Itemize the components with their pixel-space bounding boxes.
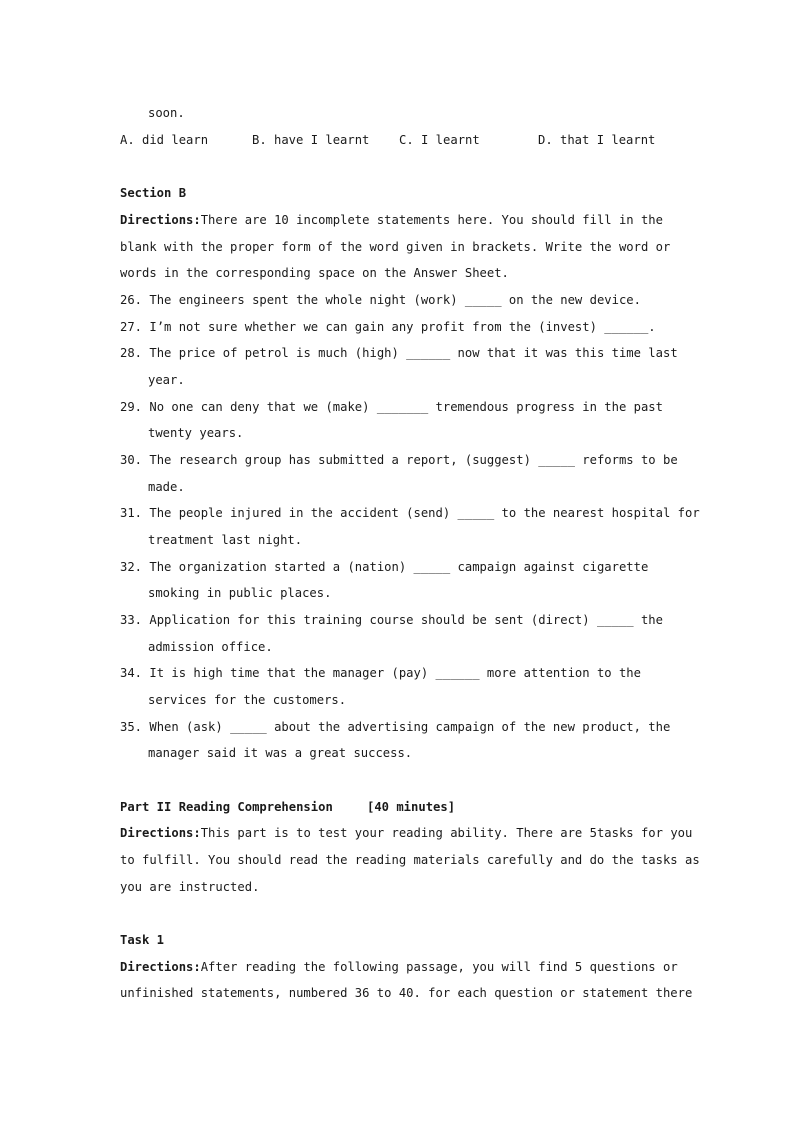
option-a: A. did learn [120,133,209,147]
question-text: Application for this training course should be sent (direct) _____ the [149,613,663,627]
question-26 [120,292,641,308]
question-34 [120,665,641,681]
question-number: 33. [120,613,143,627]
question-28 [120,345,678,361]
section-b-directions-line-3: words in the corresponding space on the Answer Sheet. [120,266,509,280]
question-29 [120,399,663,415]
option-d: D. that I learnt [538,133,656,147]
question-text: When (ask) _____ about the advertising campaign of the new product, the [149,720,671,734]
part-two-title: Part II Reading Comprehension [120,800,333,814]
question-32-continuation: smoking in public places. [148,586,332,600]
question-text: The engineers spent the whole night (work) _____ on the new device. [149,293,641,307]
question-number: 28. [120,346,143,360]
part-two-heading [120,799,333,815]
question-30 [120,452,678,468]
question-31-continuation: treatment last night. [148,533,303,547]
question-number: 29. [120,400,143,414]
question-number: 30. [120,453,143,467]
question-27 [120,319,656,335]
question-text: No one can deny that we (make) _______ tremendous progress in the past [149,400,663,414]
question-29-continuation: twenty years. [148,426,244,440]
task-one-directions-line-1 [120,959,678,975]
question-34-continuation: services for the customers. [148,693,347,707]
question-number: 27. [120,320,143,334]
question-number: 32. [120,560,143,574]
question-28-continuation: year. [148,373,185,387]
task-one-directions-line-2: unfinished statements, numbered 36 to 40. for each question or statement there [120,986,693,1000]
question-text: The people injured in the accident (send) _____ to the nearest hospital for [149,506,700,520]
question-number: 35. [120,720,143,734]
option-b: B. have I learnt [252,133,370,147]
part-two-time: [40 minutes] [367,800,456,814]
question-number: 31. [120,506,143,520]
section-b-directions-line-2: blank with the proper form of the word given in brackets. Write the word or [120,240,671,254]
section-b-directions-line-1 [120,212,663,228]
part-two-directions-line-1 [120,825,692,841]
question-35 [120,719,670,735]
option-c: C. I learnt [399,133,480,147]
question-text: The research group has submitted a report, (suggest) _____ reforms to be [149,453,678,467]
question-33-continuation: admission office. [148,640,273,654]
question-30-continuation: made. [148,480,185,494]
question-32 [120,559,648,575]
section-b-heading: Section B [120,186,187,200]
directions-text: This part is to test your reading ability. There are 5tasks for you [200,826,693,840]
part-two-directions-line-3: you are instructed. [120,880,260,894]
question-33 [120,612,663,628]
directions-text: After reading the following passage, you will find 5 questions or [200,960,678,974]
question-35-continuation: manager said it was a great success. [148,746,413,760]
task-one-heading: Task 1 [120,933,165,947]
question-31 [120,505,700,521]
directions-label: Directions: [120,826,201,840]
question-continuation: soon. [148,106,185,120]
question-number: 34. [120,666,143,680]
question-text: It is high time that the manager (pay) ______ more attention to the [149,666,641,680]
part-two-directions-line-2: to fulfill. You should read the reading materials carefully and do the tasks as [120,853,700,867]
question-text: The price of petrol is much (high) ______ now that it was this time last [149,346,678,360]
directions-label: Directions: [120,960,201,974]
question-number: 26. [120,293,143,307]
directions-label: Directions: [120,213,201,227]
question-text: The organization started a (nation) _____ campaign against cigarette [149,560,649,574]
question-text: I’m not sure whether we can gain any profit from the (invest) ______. [149,320,656,334]
directions-text: There are 10 incomplete statements here. You should fill in the [200,213,663,227]
